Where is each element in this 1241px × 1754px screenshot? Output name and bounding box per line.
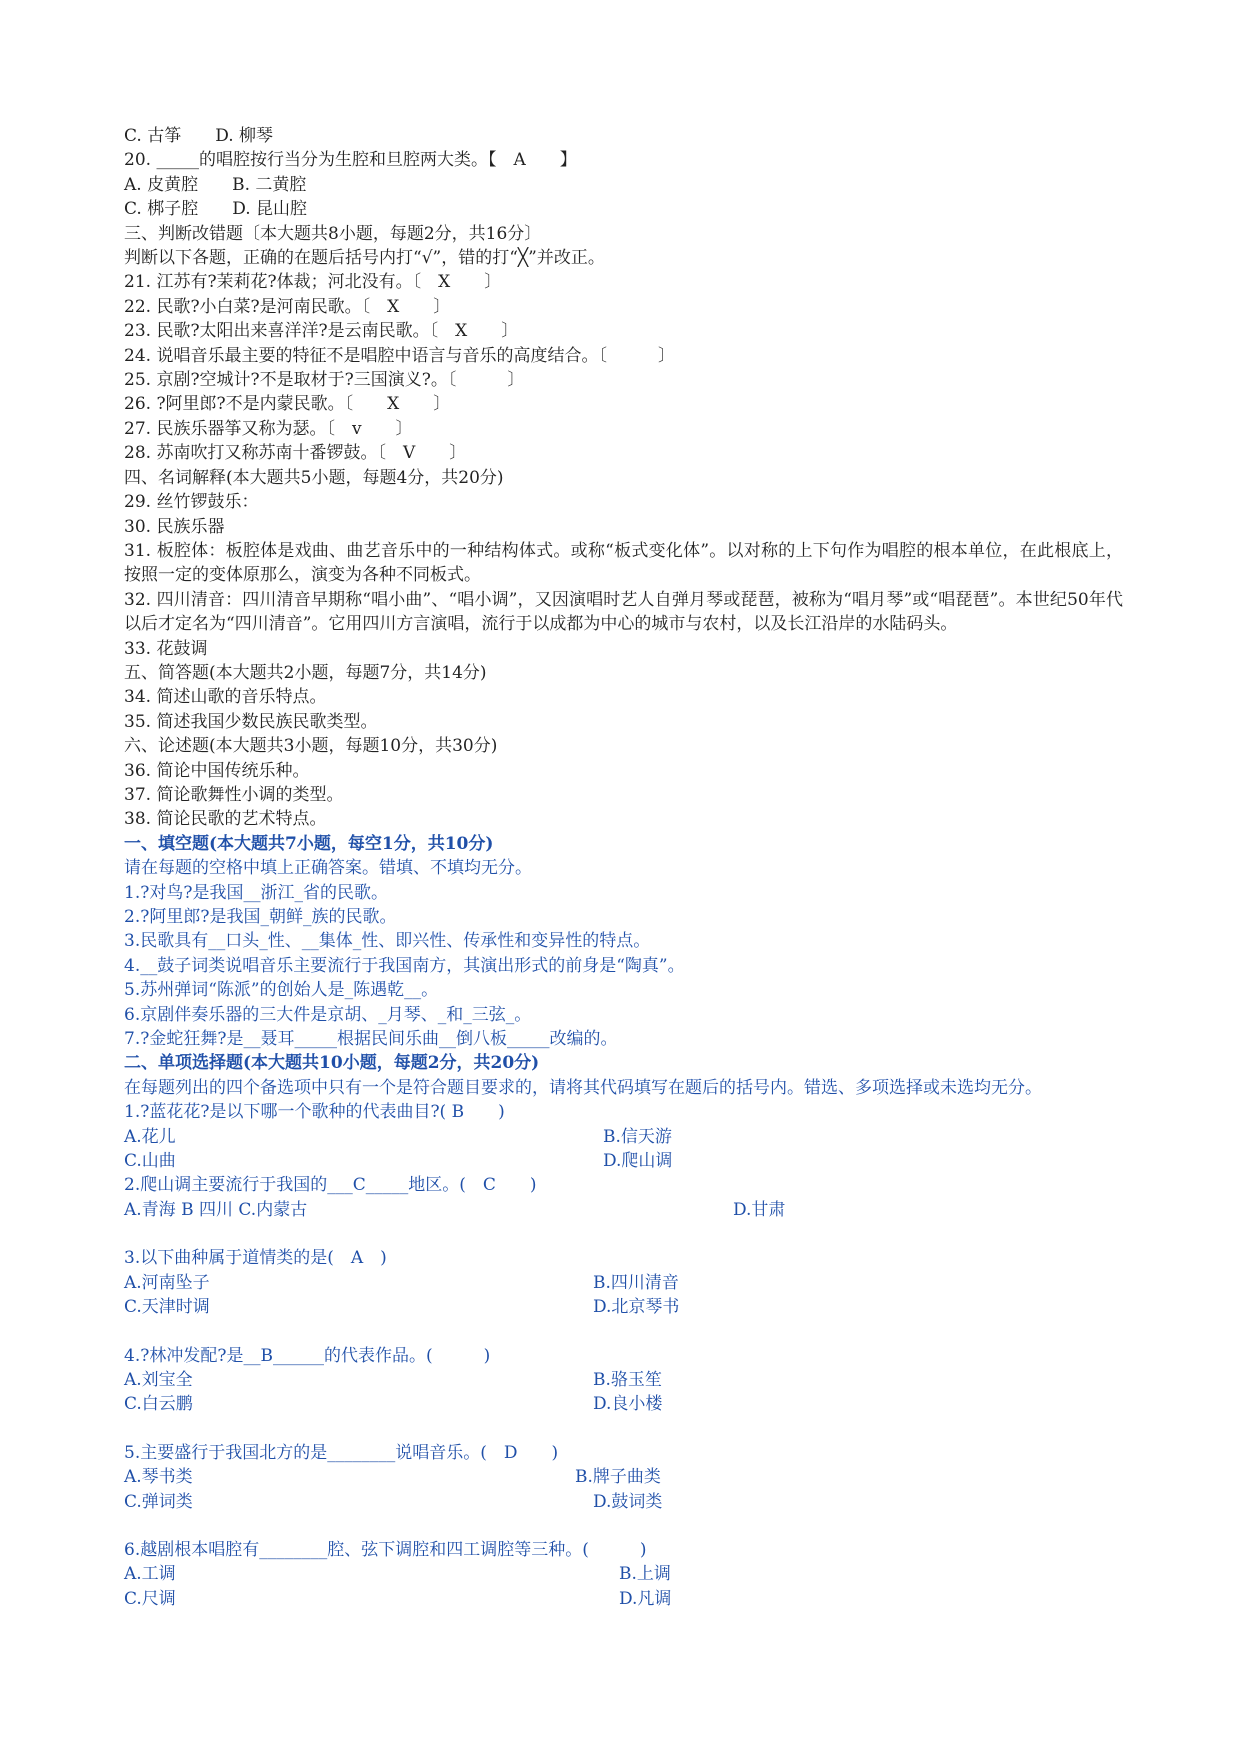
section-heading: 五、简答题(本大题共2小题，每题7分，共14分)	[124, 662, 487, 683]
choice-question-1: 1.?蓝花花?是以下哪一个歌种的代表曲目?( B )	[124, 1102, 505, 1123]
question-31: 31. 板腔体：板腔体是戏曲、曲艺音乐中的一种结构体式。或称“板式变化体”。以对称的上下句作为唱腔的根本单位，在此根底上，按照一定的变体原那么，演变为各种不同板式。	[124, 540, 1123, 586]
question-34: 34. 简述山歌的音乐特点。	[124, 687, 327, 708]
option-row	[124, 1392, 1123, 1416]
question-21: 21. 江苏有?茉莉花?体裁；河北没有。〔 X 〕	[124, 272, 502, 293]
option-row	[124, 1490, 1123, 1514]
option-abc: A.青海 B 四川 C.内蒙古	[124, 1199, 308, 1220]
fill-question-3: 3.民歌具有__口头_性、__集体_性、即兴性、传承性和变异性的特点。	[124, 931, 651, 952]
question-36: 36. 简论中国传统乐种。	[124, 760, 310, 781]
option-row	[124, 1271, 1123, 1295]
option-c: C.山曲	[124, 1151, 176, 1172]
section-heading: 六、论述题(本大题共3小题，每题10分，共30分)	[124, 736, 498, 757]
question-23: 23. 民歌?太阳出来喜洋洋?是云南民歌。〔 X 〕	[124, 321, 519, 342]
option-b: B.骆玉笙	[593, 1369, 662, 1390]
option-c: C.弹词类	[124, 1491, 193, 1512]
option-row	[124, 1562, 1123, 1586]
option-c: C.天津时调	[124, 1297, 210, 1318]
option-line: C. 梆子腔 D. 昆山腔	[124, 199, 308, 220]
question-26: 26. ?阿里郎?不是内蒙民歌。〔 X 〕	[124, 394, 451, 415]
question-28: 28. 苏南吹打又称苏南十番锣鼓。〔 V 〕	[124, 443, 467, 464]
fill-question-7: 7.?金蛇狂舞?是__聂耳_____根据民间乐曲__倒八板_____改编的。	[124, 1029, 618, 1050]
question-32: 32. 四川清音：四川清音早期称“唱小曲”、“唱小调”，又因演唱时艺人自弹月琴或琵琶，被称为“唱月琴”或“唱琵琶”。本世纪50年代以后才定名为“四川清音”。它用四川方言演唱，流行于以成都为中心的城市与农村，以及长江沿岸的水陆码头。	[124, 589, 1123, 635]
choice-question-3: 3.以下曲种属于道情类的是( A )	[124, 1248, 387, 1269]
option-row	[124, 1198, 1123, 1222]
option-a: A.刘宝全	[124, 1369, 193, 1390]
fill-question-5: 5.苏州弹词“陈派”的创始人是_陈遇乾__。	[124, 980, 439, 1001]
question-24: 24. 说唱音乐最主要的特征不是唱腔中语言与音乐的高度结合。〔 〕	[124, 345, 675, 366]
question-22: 22. 民歌?小白菜?是河南民歌。〔 X 〕	[124, 296, 451, 317]
question-35: 35. 简述我国少数民族民歌类型。	[124, 711, 378, 732]
fill-question-4: 4.__鼓子词类说唱音乐主要流行于我国南方，其演出形式的前身是“陶真”。	[124, 955, 685, 976]
section-instruction: 在每题列出的四个备选项中只有一个是符合题目要求的，请将其代码填写在题后的括号内。错选、多项选择或未选均无分。	[124, 1077, 1042, 1098]
option-d: D.凡调	[619, 1588, 672, 1609]
section-instruction: 请在每题的空格中填上正确答案。错填、不填均无分。	[124, 858, 532, 879]
fill-in-section	[124, 832, 1123, 1052]
option-row	[124, 1465, 1123, 1489]
option-b: B.牌子曲类	[575, 1467, 661, 1488]
section-heading: 四、名词解释(本大题共5小题，每题4分，共20分)	[124, 467, 504, 488]
choice-section	[124, 1051, 1123, 1611]
question-29: 29. 丝竹锣鼓乐：	[124, 492, 259, 513]
section-heading: 一、填空题(本大题共7小题，每空1分，共10分)	[124, 833, 494, 854]
option-d: D.鼓词类	[593, 1491, 663, 1512]
question-20: 20. _____的唱腔按行当分为生腔和旦腔两大类。【 A 】	[124, 150, 577, 171]
choice-question-6: 6.越剧根本唱腔有________腔、弦下调腔和四工调腔等三种。( )	[124, 1539, 647, 1560]
question-25: 25. 京剧?空城计?不是取材于?三国演义?。〔 〕	[124, 370, 525, 391]
fill-question-2: 2.?阿里郎?是我国_朝鲜_族的民歌。	[124, 907, 397, 927]
option-a: A.花儿	[124, 1126, 176, 1147]
option-a: A.琴书类	[124, 1467, 193, 1488]
choice-question-4: 4.?林冲发配?是__B______的代表作品。( )	[124, 1345, 491, 1366]
option-d: D.甘肃	[733, 1199, 786, 1220]
section-instruction: 判断以下各题，正确的在题后括号内打“√”，错的打“╳”并改正。	[124, 248, 605, 269]
option-a: A.工调	[124, 1564, 176, 1585]
text-line: C. 古筝 D. 柳琴	[124, 126, 274, 146]
option-b: B.上调	[619, 1564, 671, 1585]
question-37: 37. 简论歌舞性小调的类型。	[124, 784, 344, 805]
option-line: A. 皮黄腔 B. 二黄腔	[124, 174, 307, 195]
option-d: D.爬山调	[603, 1151, 673, 1172]
fill-question-6: 6.京剧伴奏乐器的三大件是京胡、_月琴、_和_三弦_。	[124, 1004, 532, 1025]
option-row	[124, 1125, 1123, 1149]
choice-question-5: 5.主要盛行于我国北方的是________说唱音乐。( D )	[124, 1442, 559, 1463]
section-heading: 三、判断改错题〔本大题共8小题，每题2分，共16分〕	[124, 223, 542, 244]
choice-question-2: 2.爬山调主要流行于我国的___C_____地区。( C )	[124, 1175, 537, 1196]
option-b: B.信天游	[603, 1126, 672, 1147]
option-d: D.良小楼	[593, 1394, 663, 1415]
option-b: B.四川清音	[593, 1272, 679, 1293]
option-a: A.河南坠子	[124, 1272, 210, 1293]
section-heading: 二、单项选择题(本大题共10小题，每题2分，共20分)	[124, 1053, 540, 1074]
question-27: 27. 民族乐器筝又称为瑟。〔 v 〕	[124, 418, 413, 439]
question-30: 30. 民族乐器	[124, 516, 225, 537]
judgment-section	[124, 124, 1123, 832]
option-row	[124, 1368, 1123, 1392]
option-row	[124, 1149, 1123, 1173]
question-33: 33. 花鼓调	[124, 638, 208, 659]
option-row	[124, 1295, 1123, 1319]
option-row	[124, 1587, 1123, 1611]
question-38: 38. 简论民歌的艺术特点。	[124, 809, 327, 830]
fill-question-1: 1.?对鸟?是我国__浙江_省的民歌。	[124, 882, 388, 903]
option-d: D.北京琴书	[593, 1297, 680, 1318]
option-c: C.白云鹏	[124, 1394, 193, 1415]
option-c: C.尺调	[124, 1588, 176, 1609]
